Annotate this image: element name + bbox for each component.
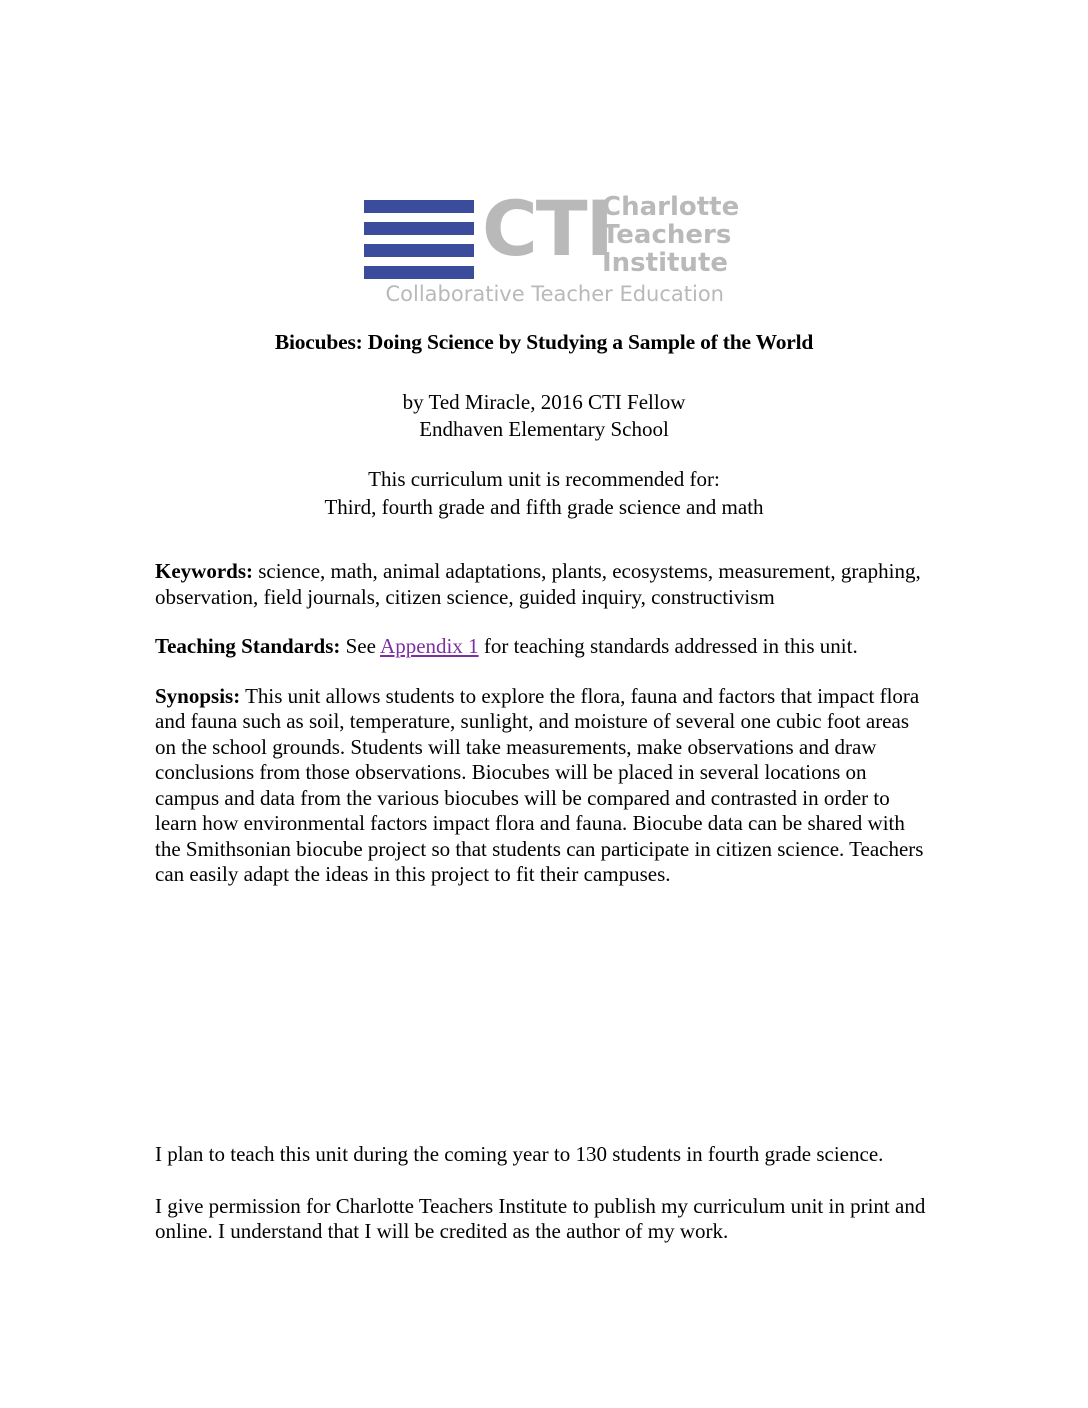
standards-paragraph	[155, 634, 933, 660]
document-content	[155, 330, 933, 912]
permission-note: I give permission for Charlotte Teachers Institute to publish my curriculum unit in print and online. I understand that I will be credited as the author of my work.	[155, 1193, 926, 1243]
appendix-1-link[interactable]: Appendix 1	[380, 634, 479, 658]
synopsis-paragraph	[155, 684, 933, 888]
logo-wordmark	[602, 193, 739, 277]
document-footer-notes	[155, 1142, 933, 1271]
keywords-paragraph	[155, 559, 933, 610]
keywords-text: science, math, animal adaptations, plants, ecosystems, measurement, graphing, observation, field journals, citizen science, guided inquiry, constructivism	[155, 559, 921, 609]
synopsis-label: Synopsis:	[155, 683, 241, 708]
keywords-label: Keywords:	[155, 559, 253, 583]
recommendation-line-1: This curriculum unit is recommended for:	[368, 467, 720, 491]
recommendation	[155, 465, 933, 521]
byline-school: Endhaven Elementary School	[419, 417, 669, 441]
teaching-plan-note: I plan to teach this unit during the coming year to 130 students in fourth grade science.	[155, 1142, 884, 1166]
logo-bars-icon	[364, 200, 474, 288]
synopsis-text: This unit allows students to explore the flora, fauna and factors that impact flora and fauna such as soil, temperature, sunlight, and moisture of several one cubic foot areas on the school grounds. Students will take measurements, make observations and draw conclusions from those observations. Biocubes will be placed in several locations on campus and data from the various biocubes will be compared and contrasted in order to learn how environmental factors impact flora and fauna. Biocube data can be shared with the Smithsonian biocube project so that students can participate in citizen science. Teachers can easily adapt the ideas in this project to fit their campuses.	[155, 683, 924, 886]
byline-author: by Ted Miracle, 2016 CTI Fellow	[402, 390, 686, 414]
logo-acronym: CTI	[482, 184, 612, 273]
standards-text-after: for teaching standards addressed in this unit.	[483, 634, 858, 658]
page-title: Biocubes: Doing Science by Studying a Sample of the World	[274, 330, 814, 354]
logo-word-charlotte: Charlotte	[602, 192, 740, 222]
logo-word-teachers: Teachers	[602, 220, 732, 250]
standards-label: Teaching Standards:	[155, 634, 341, 658]
byline	[155, 389, 933, 443]
logo-word-institute: Institute	[602, 248, 729, 278]
logo-tagline: Collaborative Teacher Education	[385, 282, 724, 306]
standards-text-before: See	[345, 634, 376, 658]
cti-logo	[0, 184, 1088, 308]
recommendation-line-2: Third, fourth grade and fifth grade science and math	[324, 495, 764, 519]
